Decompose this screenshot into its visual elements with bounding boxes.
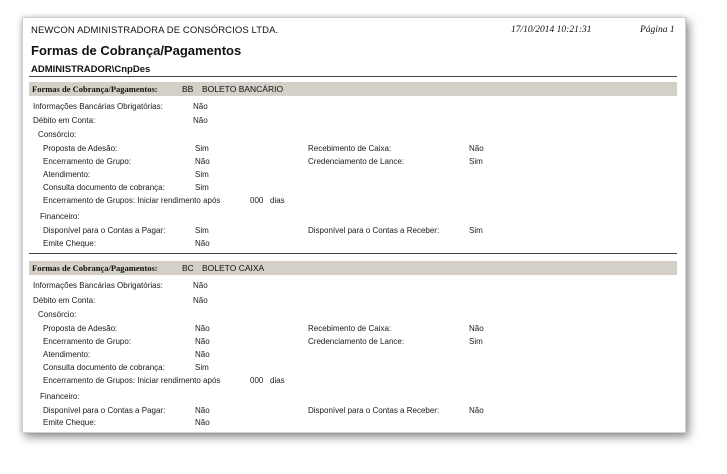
value-proposta: Não	[195, 324, 210, 333]
label-atendimento: Atendimento:	[43, 350, 91, 359]
label-credenciamento: Credenciamento de Lance:	[308, 337, 405, 346]
header-rule	[29, 76, 677, 77]
label-info-bancarias: Informações Bancárias Obrigatórias:	[33, 102, 163, 111]
label-recebimento: Recebimento de Caixa:	[308, 324, 392, 333]
label-dias: dias	[270, 196, 285, 205]
value-atendimento: Sim	[195, 170, 209, 179]
label-debito-conta: Débito em Conta:	[33, 296, 96, 305]
value-consulta: Sim	[195, 363, 209, 372]
value-encerramento: Não	[195, 157, 210, 166]
value-receber: Sim	[469, 226, 483, 235]
value-rendimento-dias: 000	[250, 196, 264, 205]
value-pagar: Sim	[195, 226, 209, 235]
section-code: BB	[182, 84, 194, 94]
value-info-bancarias: Não	[193, 102, 208, 111]
section-code: BC	[182, 263, 194, 273]
value-proposta: Sim	[195, 144, 209, 153]
section-divider	[29, 253, 677, 254]
label-dias: dias	[270, 376, 285, 385]
label-cheque: Emite Cheque:	[43, 239, 96, 248]
label-financeiro: Financeiro:	[40, 212, 80, 221]
label-pagar: Disponível para o Contas a Pagar:	[43, 226, 166, 235]
section-name: BOLETO BANCÁRIO	[202, 84, 284, 94]
section-name: BOLETO CAIXA	[202, 263, 265, 273]
section-header-bar	[29, 82, 677, 96]
value-encerramento: Não	[195, 337, 210, 346]
label-rendimento: Encerramento de Grupos: Iniciar rendimento após	[43, 196, 221, 205]
page-number: Página 1	[640, 25, 675, 35]
report-page	[22, 17, 686, 433]
value-receber: Não	[469, 406, 484, 415]
value-recebimento: Não	[469, 324, 484, 333]
report-subtitle: ADMINISTRADOR\CnpDes	[31, 64, 151, 75]
label-pagar: Disponível para o Contas a Pagar:	[43, 406, 166, 415]
value-cheque: Não	[195, 418, 210, 427]
label-proposta: Proposta de Adesão:	[43, 144, 118, 153]
report-datetime: 17/10/2014 10:21:31	[511, 25, 592, 35]
report-title: Formas de Cobrança/Pagamentos	[31, 43, 242, 58]
label-cheque: Emite Cheque:	[43, 418, 96, 427]
label-recebimento: Recebimento de Caixa:	[308, 144, 392, 153]
label-proposta: Proposta de Adesão:	[43, 324, 118, 333]
label-rendimento: Encerramento de Grupos: Iniciar rendimento após	[43, 376, 221, 385]
label-debito-conta: Débito em Conta:	[33, 116, 96, 125]
label-encerramento: Encerramento de Grupo:	[43, 337, 132, 346]
section-label: Formas de Cobrança/Pagamentos:	[32, 263, 158, 273]
label-financeiro: Financeiro:	[40, 392, 80, 401]
label-encerramento: Encerramento de Grupo:	[43, 157, 132, 166]
value-consulta: Sim	[195, 183, 209, 192]
label-consulta: Consulta documento de cobrança:	[43, 183, 165, 192]
label-info-bancarias: Informações Bancárias Obrigatórias:	[33, 281, 163, 290]
section-header-bar	[29, 261, 677, 275]
value-credenciamento: Sim	[469, 337, 483, 346]
label-receber: Disponível para o Contas a Receber:	[308, 226, 440, 235]
label-credenciamento: Credenciamento de Lance:	[308, 157, 405, 166]
value-cheque: Não	[195, 239, 210, 248]
label-consulta: Consulta documento de cobrança:	[43, 363, 165, 372]
value-recebimento: Não	[469, 144, 484, 153]
label-receber: Disponível para o Contas a Receber:	[308, 406, 440, 415]
value-credenciamento: Sim	[469, 157, 483, 166]
value-pagar: Não	[195, 406, 210, 415]
label-atendimento: Atendimento:	[43, 170, 91, 179]
value-atendimento: Não	[195, 350, 210, 359]
section-label: Formas de Cobrança/Pagamentos:	[32, 84, 158, 94]
label-consorcio: Consórcio:	[38, 310, 77, 319]
value-info-bancarias: Não	[193, 281, 208, 290]
label-consorcio: Consórcio:	[38, 130, 77, 139]
value-debito-conta: Não	[193, 296, 208, 305]
value-rendimento-dias: 000	[250, 376, 264, 385]
company-name: NEWCON ADMINISTRADORA DE CONSÓRCIOS LTDA.	[31, 25, 279, 36]
value-debito-conta: Não	[193, 116, 208, 125]
